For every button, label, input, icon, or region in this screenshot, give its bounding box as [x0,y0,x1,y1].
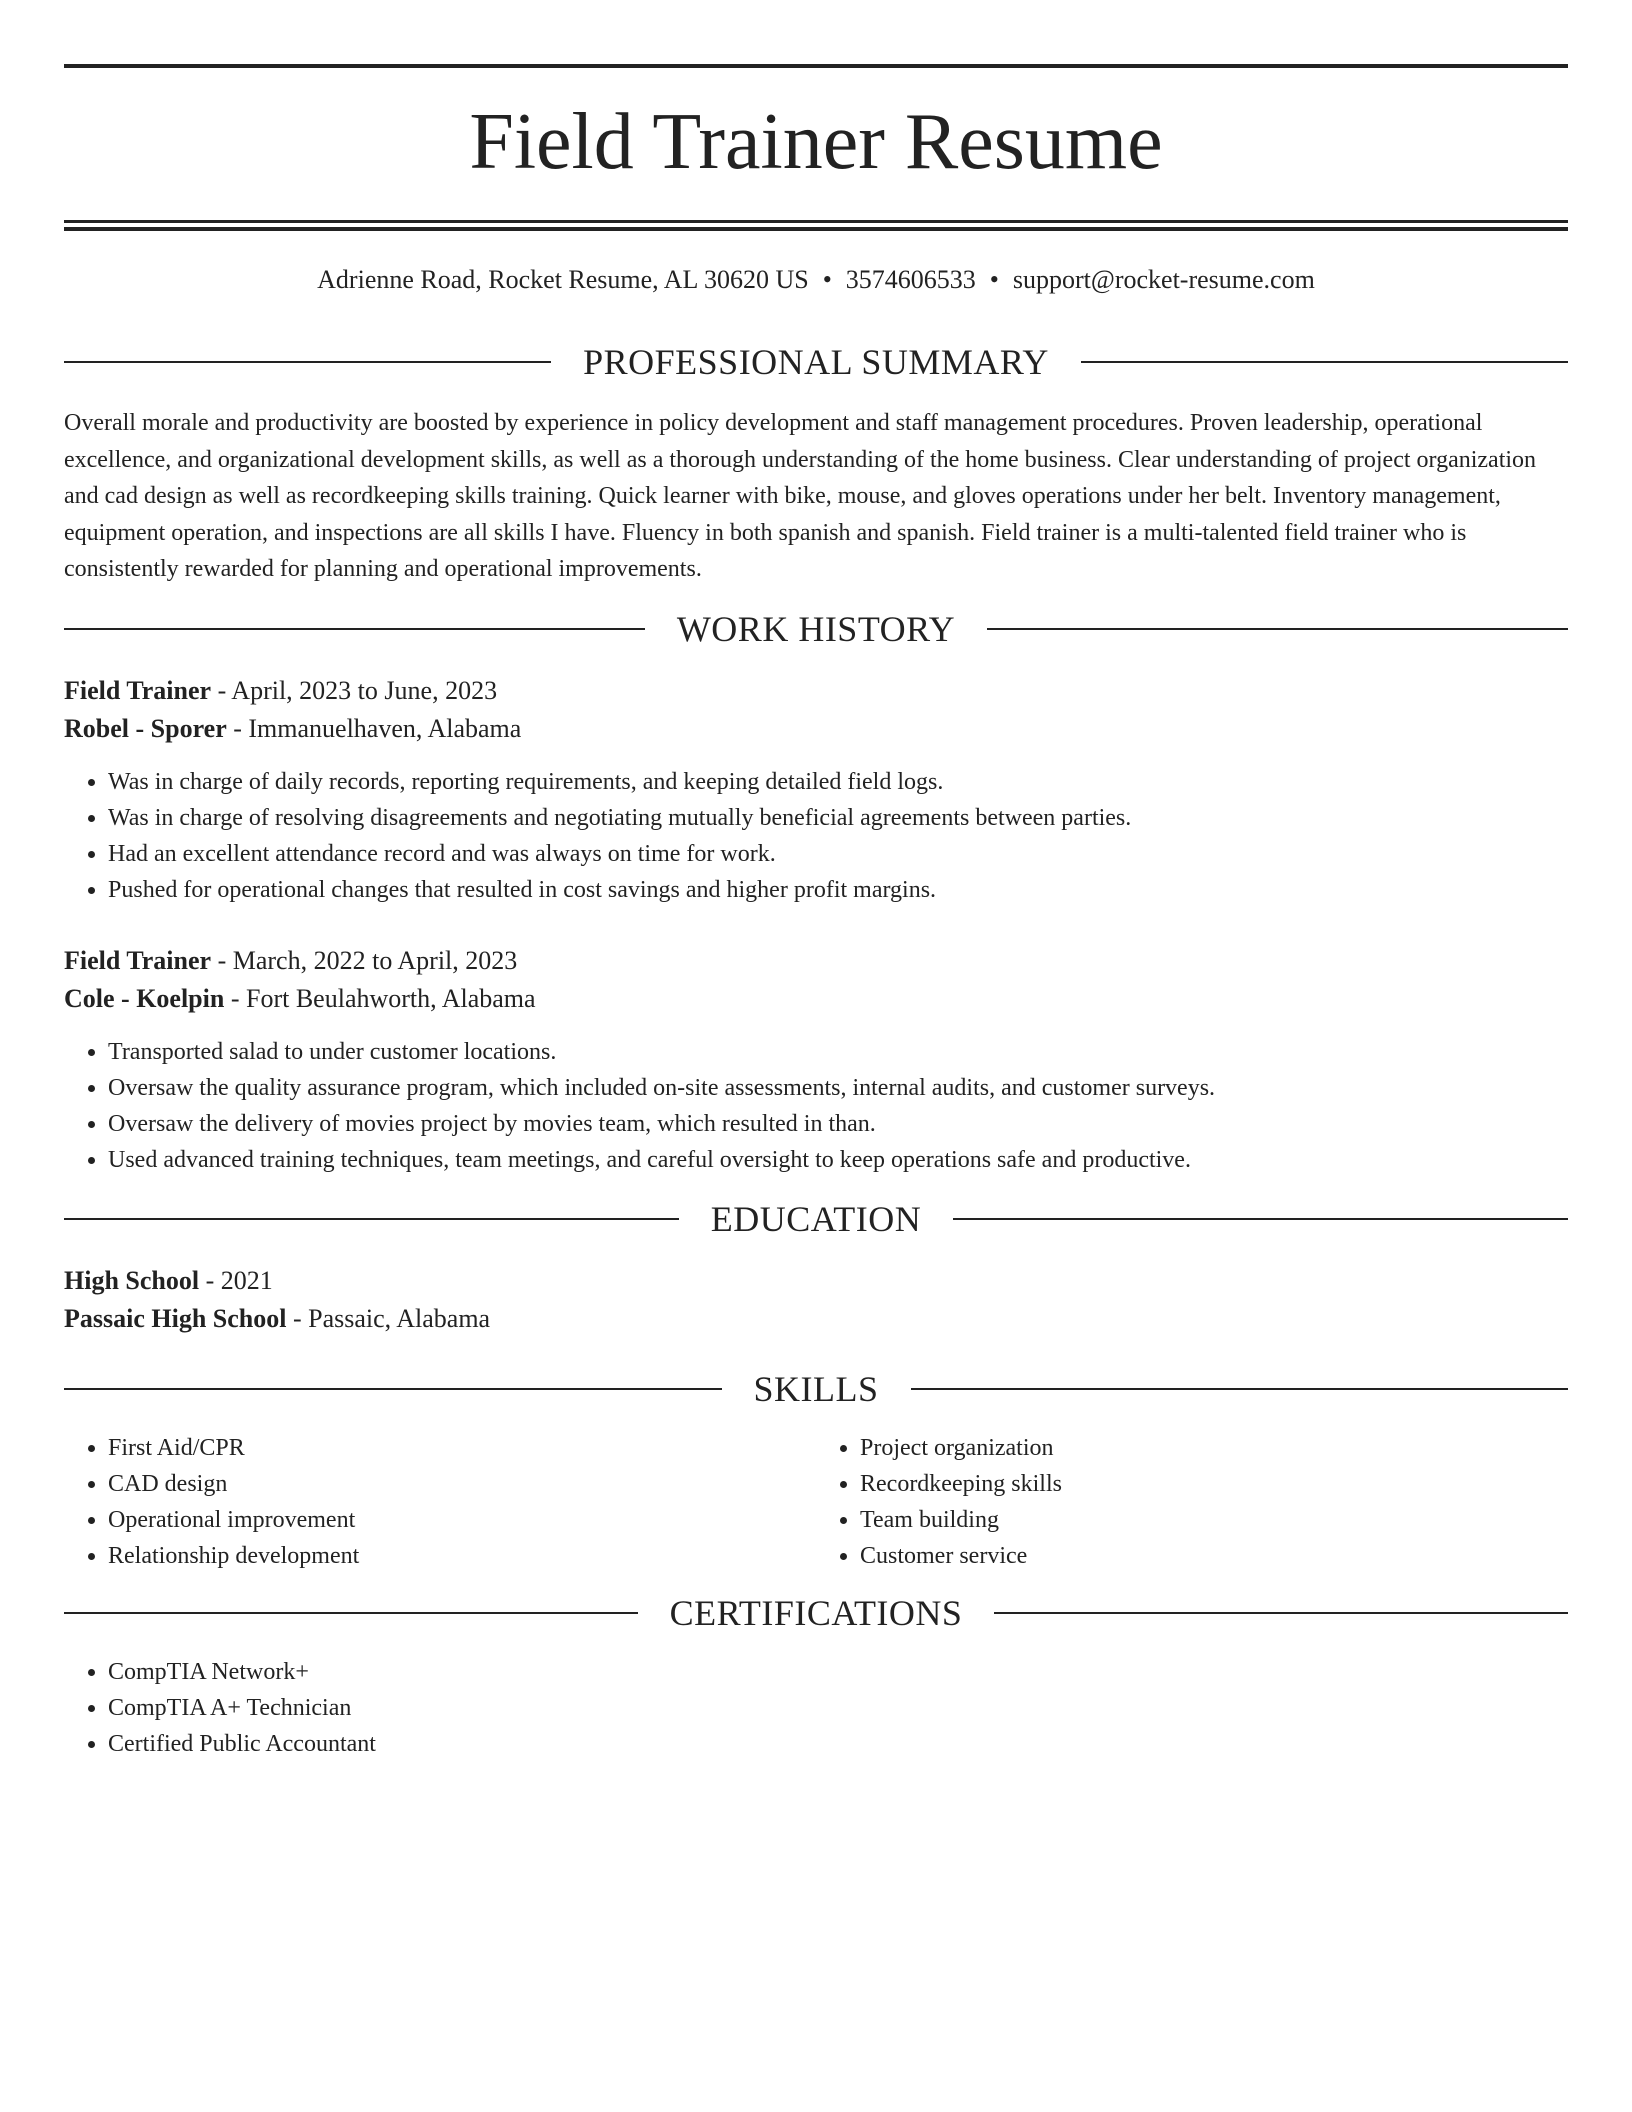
education-degree-line [64,1262,1568,1300]
contact-phone: 3574606533 [845,265,976,294]
summary-section-heading [64,341,1568,383]
work-section-heading [64,608,1568,650]
heading-rule [1081,361,1568,363]
list-item: • CompTIA Network+ [108,1654,1568,1690]
job-company: Cole - Koelpin [64,983,225,1013]
resume-page [64,64,1568,1762]
education-degree: High School [64,1265,200,1295]
job-dates: - April, 2023 to June, 2023 [211,675,498,705]
job-title-line [64,672,1568,710]
job-entry [64,672,1568,908]
list-item: • Operational improvement [108,1502,816,1538]
list-item: • Certified Public Accountant [108,1726,1568,1762]
skills-grid [64,1430,1568,1574]
heading-rule [953,1218,1568,1220]
job-location: - Fort Beulahworth, Alabama [224,983,536,1013]
list-item: • Was in charge of daily records, reporting requirements, and keeping detailed field logs. [108,764,1568,800]
list-item: • Was in charge of resolving disagreements and negotiating mutually beneficial agreements between parties. [108,800,1568,836]
list-item: • Oversaw the delivery of movies project by movies team, which resulted in than. [108,1106,1568,1142]
list-item: • Customer service [860,1538,1568,1574]
certifications-list [64,1654,1568,1762]
education-year: - 2021 [199,1265,273,1295]
job-dates: - March, 2022 to April, 2023 [211,945,518,975]
education-heading-label: EDUCATION [710,1198,922,1239]
list-item: • Recordkeeping skills [860,1466,1568,1502]
heading-rule [64,1388,722,1390]
heading-rule [64,1218,679,1220]
list-item: • Pushed for operational changes that resulted in cost savings and higher profit margins. [108,872,1568,908]
heading-rule [64,1612,638,1614]
job-company-line [64,710,1568,748]
contact-separator: • [989,265,999,294]
contact-separator: • [822,265,832,294]
work-heading-label: WORK HISTORY [676,608,956,649]
list-item: • Team building [860,1502,1568,1538]
contact-address: Adrienne Road, Rocket Resume, AL 30620 US [317,265,809,294]
certifications-heading-label: CERTIFICATIONS [669,1592,963,1633]
job-title-line [64,942,1568,980]
job-company: Robel - Sporer [64,713,227,743]
skills-section-heading [64,1368,1568,1410]
list-item: • Had an excellent attendance record and was always on time for work. [108,836,1568,872]
contact-line [64,265,1568,295]
list-item: • CompTIA A+ Technician [108,1690,1568,1726]
education-entry [64,1262,1568,1338]
title-double-rule [64,220,1568,231]
list-item: • Oversaw the quality assurance program, which included on-site assessments, internal audits, and customer surveys. [108,1070,1568,1106]
job-entry [64,942,1568,1178]
job-company-line [64,980,1568,1018]
list-item: • Relationship development [108,1538,816,1574]
heading-rule [64,361,551,363]
list-item: • Used advanced training techniques, team meetings, and careful oversight to keep operations safe and productive. [108,1142,1568,1178]
education-location: - Passaic, Alabama [286,1303,491,1333]
job-title: Field Trainer [64,945,212,975]
skills-heading-label: SKILLS [753,1368,879,1409]
list-item: • First Aid/CPR [108,1430,816,1466]
job-bullets [64,1034,1568,1178]
contact-email: support@rocket-resume.com [1012,265,1315,294]
skills-column-right [816,1430,1568,1574]
resume-title: Field Trainer Resume [469,98,1163,186]
top-rule [64,64,1568,68]
heading-rule [64,628,645,630]
professional-summary-text: Overall morale and productivity are boosted by experience in policy development and staff management procedures. Proven leadership, operational excellence, and organizational development skills, as well as a thorough understanding of the home business. Clear understanding of project organization and cad design as well as recordkeeping skills training. Quick learner with bike, mouse, and gloves operations under her belt. Inventory management, equipment operation, and inspections are all skills I have. Fluency in both spanish and spanish. Field trainer is a multi-talented field trainer who is consistently rewarded for planning and operational improvements. [64,410,1537,582]
certifications-section-heading [64,1592,1568,1634]
summary-heading-label: PROFESSIONAL SUMMARY [583,342,1049,382]
heading-rule [911,1388,1569,1390]
job-title: Field Trainer [64,675,212,705]
education-section-heading [64,1198,1568,1240]
job-bullets [64,764,1568,908]
heading-rule [987,628,1568,630]
list-item: • Transported salad to under customer locations. [108,1034,1568,1070]
list-item: • CAD design [108,1466,816,1502]
list-item: • Project organization [860,1430,1568,1466]
education-school-line [64,1300,1568,1338]
education-school: Passaic High School [64,1303,287,1333]
heading-rule [994,1612,1568,1614]
skills-column-left [64,1430,816,1574]
job-location: - Immanuelhaven, Alabama [226,713,522,743]
